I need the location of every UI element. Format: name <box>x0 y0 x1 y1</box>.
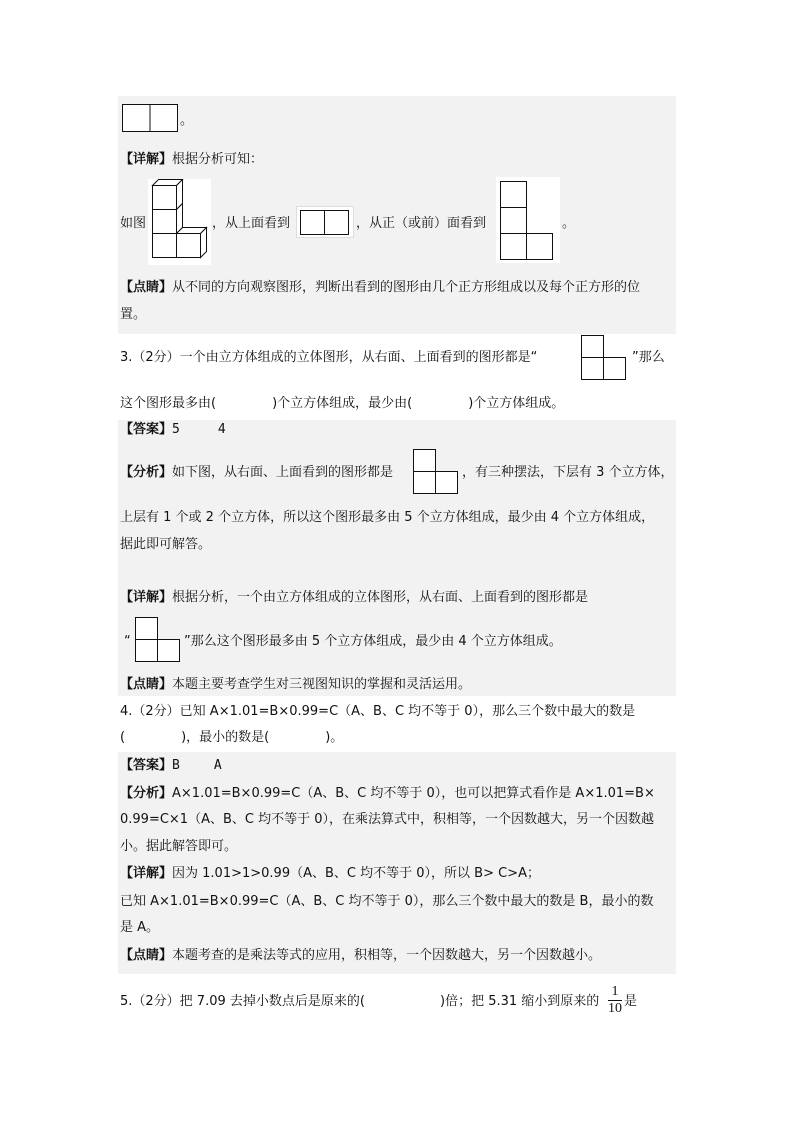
point-label: 【点睛】 <box>120 280 173 295</box>
q5-stem-b: )倍；把 5.31 缩小到原来的 <box>440 994 600 1009</box>
q3-stem-l2b: )个立方体组成，最少由( <box>272 396 413 411</box>
q3-detail-l2b: ”那么这个图形最多由 5 个立方体组成，最少由 4 个立方体组成。 <box>184 634 562 649</box>
q4-analysis-line1 <box>120 784 655 804</box>
detail-label: 【详解】 <box>120 866 173 881</box>
fraction-denominator: 10 <box>608 1001 622 1016</box>
q3-answer-1: 5 <box>172 422 180 437</box>
q3-detail-text: 根据分析，一个由立方体组成的立体图形，从右面、上面看到的图形都是 <box>172 590 589 605</box>
top-detail-line <box>120 150 263 170</box>
analysis-label: 【分析】 <box>120 786 173 801</box>
detail-label: 【详解】 <box>120 590 173 605</box>
q3-detail-line <box>120 588 588 608</box>
top-from-front-text: ，从正（或前）面看到 <box>356 216 487 231</box>
top-end: 。 <box>562 216 576 231</box>
q3-stem-b: ”那么 <box>632 350 665 365</box>
cube-stack-figure <box>148 179 211 265</box>
q3-point-line <box>120 675 471 695</box>
fraction-one-tenth <box>606 985 624 1016</box>
q3-analysis-text: 如下图，从右面、上面看到的图形都是 <box>172 465 394 480</box>
point-text: 从不同的方向观察图形，判断出看到的图形由几个正方形组成以及每个正方形的位 <box>172 280 641 295</box>
q3-answer-line <box>120 420 226 440</box>
q3-analysis-figure <box>412 448 460 496</box>
q3-stem-line2 <box>120 394 564 414</box>
answer-label: 【答案】 <box>120 422 173 437</box>
top-point-line1 <box>120 278 640 298</box>
q5-stem-a: 5.（2分）把 7.09 去掉小数点后是原来的( <box>120 994 365 1009</box>
top-from-top-text: ，从上面看到 <box>212 216 291 231</box>
q4-analysis-line3: 小。据此解答即可。 <box>120 839 238 854</box>
q4-answer-line <box>120 756 222 776</box>
q4-point-text: 本题考查的是乘法等式的应用，积相等，一个因数越大，另一个因数越小。 <box>172 948 602 963</box>
fraction-numerator: 1 <box>611 984 619 999</box>
q4-stem-line2 <box>120 728 343 748</box>
q3-detail-l2a: “ <box>124 634 131 649</box>
analysis-label: 【分析】 <box>120 465 173 480</box>
detail-label: 【详解】 <box>120 152 173 167</box>
q3-detail-figure <box>134 616 182 664</box>
q3-stem-a: 3.（2分）一个由立方体组成的立体图形，从右面、上面看到的图形都是“ <box>120 350 538 365</box>
q3-view-figure <box>580 334 628 382</box>
q3-point-text: 本题主要考查学生对三视图知识的掌握和灵活运用。 <box>172 677 472 692</box>
q4-answer-1: B <box>172 758 180 773</box>
q4-stem-l2a: ( <box>120 730 126 745</box>
q5-stem-c: 是 <box>624 994 638 1009</box>
front-view-figure <box>496 177 560 263</box>
answer-label: 【答案】 <box>120 758 173 773</box>
top-end-mark: 。 <box>180 113 194 128</box>
q4-stem-line1: 4.（2分）已知 A×1.01=B×0.99=C（A、B、C 均不等于 0），那么三个数中最大的数是 <box>120 704 636 719</box>
top-point-line2: 置。 <box>120 307 147 322</box>
point-label: 【点睛】 <box>120 948 173 963</box>
q4-stem-l2c: )。 <box>325 730 344 745</box>
detail-text: 根据分析可知： <box>172 152 264 167</box>
q4-detail-line1 <box>120 864 540 884</box>
q4-detail-line2: 已知 A×1.01=B×0.99=C（A、B、C 均不等于 0），那么三个数中最大的数是 B，最小的数 <box>120 894 654 909</box>
top-fig-prefix: 如图 <box>120 216 147 231</box>
q3-analysis-line3: 据此即可解答。 <box>120 537 212 552</box>
q4-analysis-text: A×1.01=B×0.99=C（A、B、C 均不等于 0），也可以把算式看作是 A×1.01=B× <box>172 786 655 801</box>
q4-point-line <box>120 946 601 966</box>
q3-answer-2: 4 <box>217 422 226 437</box>
point-label: 【点睛】 <box>120 677 173 692</box>
q4-answer-2: A <box>213 758 222 773</box>
q3-analysis-b: ，有三种摆法，下层有 3 个立方体， <box>462 465 674 480</box>
q3-stem-l2c: )个立方体组成。 <box>468 396 565 411</box>
q4-analysis-line2: 0.99=C×1（A、B、C 均不等于 0），在乘法算式中，积相等，一个因数越大，另一个因数越 <box>120 812 655 827</box>
q3-analysis-line2: 上层有 1 个或 2 个立方体，所以这个图形最多由 5 个立方体组成，最少由 4 个立方体组成， <box>120 510 655 525</box>
q3-analysis-a <box>120 463 393 483</box>
top-view-figure <box>296 206 354 238</box>
top-view-two-squares-figure <box>122 104 178 132</box>
q3-stem-l2a: 这个图形最多由( <box>120 396 217 411</box>
q4-detail-text: 因为 1.01>1>0.99（A、B、C 均不等于 0），所以 B> C>A； <box>172 866 540 881</box>
q4-stem-l2b: )，最小的数是( <box>181 730 270 745</box>
q5-blank-1[interactable] <box>382 992 438 1012</box>
answer-block-q3 <box>118 420 676 696</box>
q4-detail-line3: 是 A。 <box>120 920 160 935</box>
